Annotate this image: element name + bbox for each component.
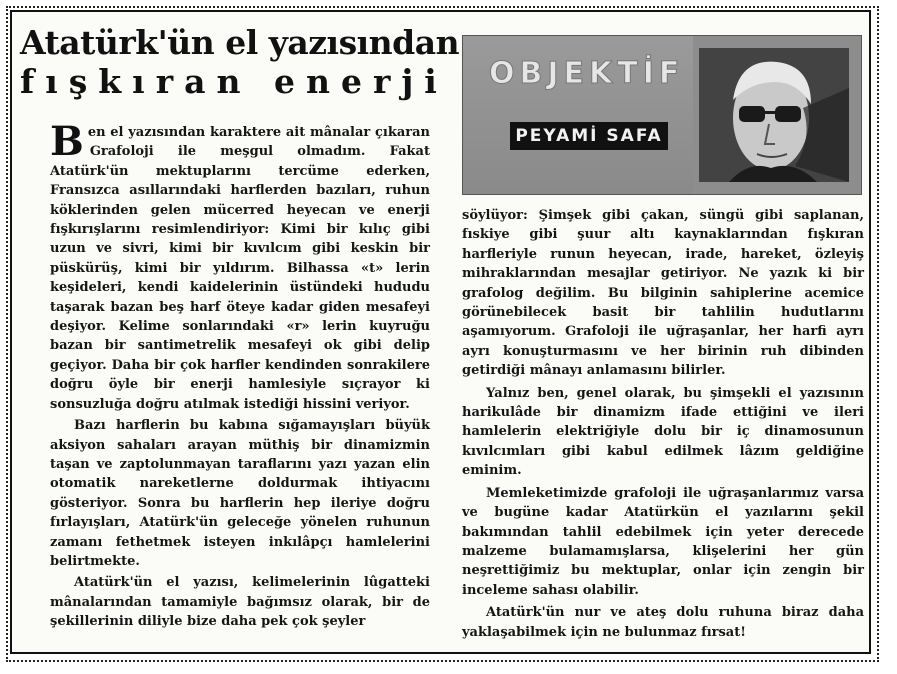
author-name-tag: PEYAMİ SAFA <box>510 122 668 150</box>
banner-text-area <box>463 36 693 194</box>
paragraph-3: Atatürk'ün el yazısı, kelimelerinin lûgatteki mânalarından tamamiyle bağımsız olarak, bir de şekillerinin diliyle bize daha pek çok şeyler <box>50 575 430 630</box>
headline <box>20 23 460 102</box>
paragraph-7: Atatürk'ün nur ve ateş dolu ruhuna biraz daha yaklaşabilmek için ne bulunmaz fırsat! <box>462 605 864 640</box>
paragraph-6: Memleketimizde grafoloji ile uğraşanlarımız varsa ve bugüne kadar Atatürkün el yazılarını şekil bakımından tahlil edebilmek için yeter derecede malzeme bulamamışlarsa, klişelerini her gün neşrettiğimiz bu mektuplar, onlar için zengin bir inceleme sahası olabilir. <box>462 485 864 598</box>
headline-line-1: Atatürk'ün el yazısından <box>20 23 460 62</box>
section-title: OBJEKTİF <box>489 56 685 91</box>
paragraph-1-text: en el yazısından karaktere ait mânalar çıkaran Grafoloji ile meşgul olmadım. Fakat Atatürk'ün mektuplarını tercüme ederken, Fransızca asıllarındaki harflerden bazıları, ruhun köklerinden gelen mücerred heyecan ve enerji fışkırışlarını resimlendiriyor: Kimi bir kılıç gibi uzun ve sivri, kimi bir kıvılcım gibi keskin bir püskürüş, kimi bir yıldırım. Bilhassa «t» lerin keşideleri, kendi kaidelerinin üstündeki hududu taşarak bazan beş harf öteye kadar giden mesafeyi deşiyor. Kelime sonlarındaki «r» lerin kuyruğu bazan bir santimetrelik mesafeyi ok gibi delip geçiyor. Daha bir çok harfler kendinden sonrakilere doğru öyle bir enerji hamlesiyle sıçrayor ki sonsuzluğa doğru atılmak istediği hissini veriyor. <box>50 125 430 412</box>
headline-line-2: fışkıran enerji <box>20 62 448 101</box>
paragraph-1 <box>50 118 430 414</box>
article-column-left <box>50 118 430 634</box>
paragraph-4: söylüyor: Şimşek gibi çakan, süngü gibi saplanan, fıskiye gibi şuur altı kaynaklarından fışkıran harfleriyle runun heyecan, irade, hareket, özleyiş mihraklarından mesajlar getiriyor. Ne yazık ki bir grafolog değilim. Bu bilginin sahiplerine acemice görünebilecek basit bir tahlilin hudutlarını aşamıyorum. Grafoloji ile uğraşanlar, her harfi ayrı ayrı konuşturmasını ve her birinin ruh dibinden getirdiği mânayı anlamasını bilirler. <box>462 208 864 379</box>
author-portrait-icon <box>699 48 849 182</box>
drop-cap: B <box>50 118 84 165</box>
article-column-right <box>462 206 864 645</box>
paragraph-5: Yalnız ben, genel olarak, bu şimşekli el yazısının harikulâde bir dinamizm ifade ettiğini ve ileri hamlelerin elektriğiyle dolu bir iç dinamosunun kıvılcımları gibi kabul edilmek lâzım geldiğine eminim. <box>462 385 864 479</box>
column-banner <box>462 35 862 195</box>
paragraph-2: Bazı harflerin bu kabına sığamayışları büyük aksiyon sahaları arayan müthiş bir dinamizmin taşan ve zaptolunmayan taraflarını yazı yazan elin otomatik nareketlerne doldurmak ihtiyacını gösteriyor. Sonra bu harflerin hep ileriye doğru fırlayışları, Atatürk'ün geleceğe yönelen ruhunun zamanı fethetmek isteyen inkılâpçı hamlelerini belirtmekte. <box>50 418 430 569</box>
